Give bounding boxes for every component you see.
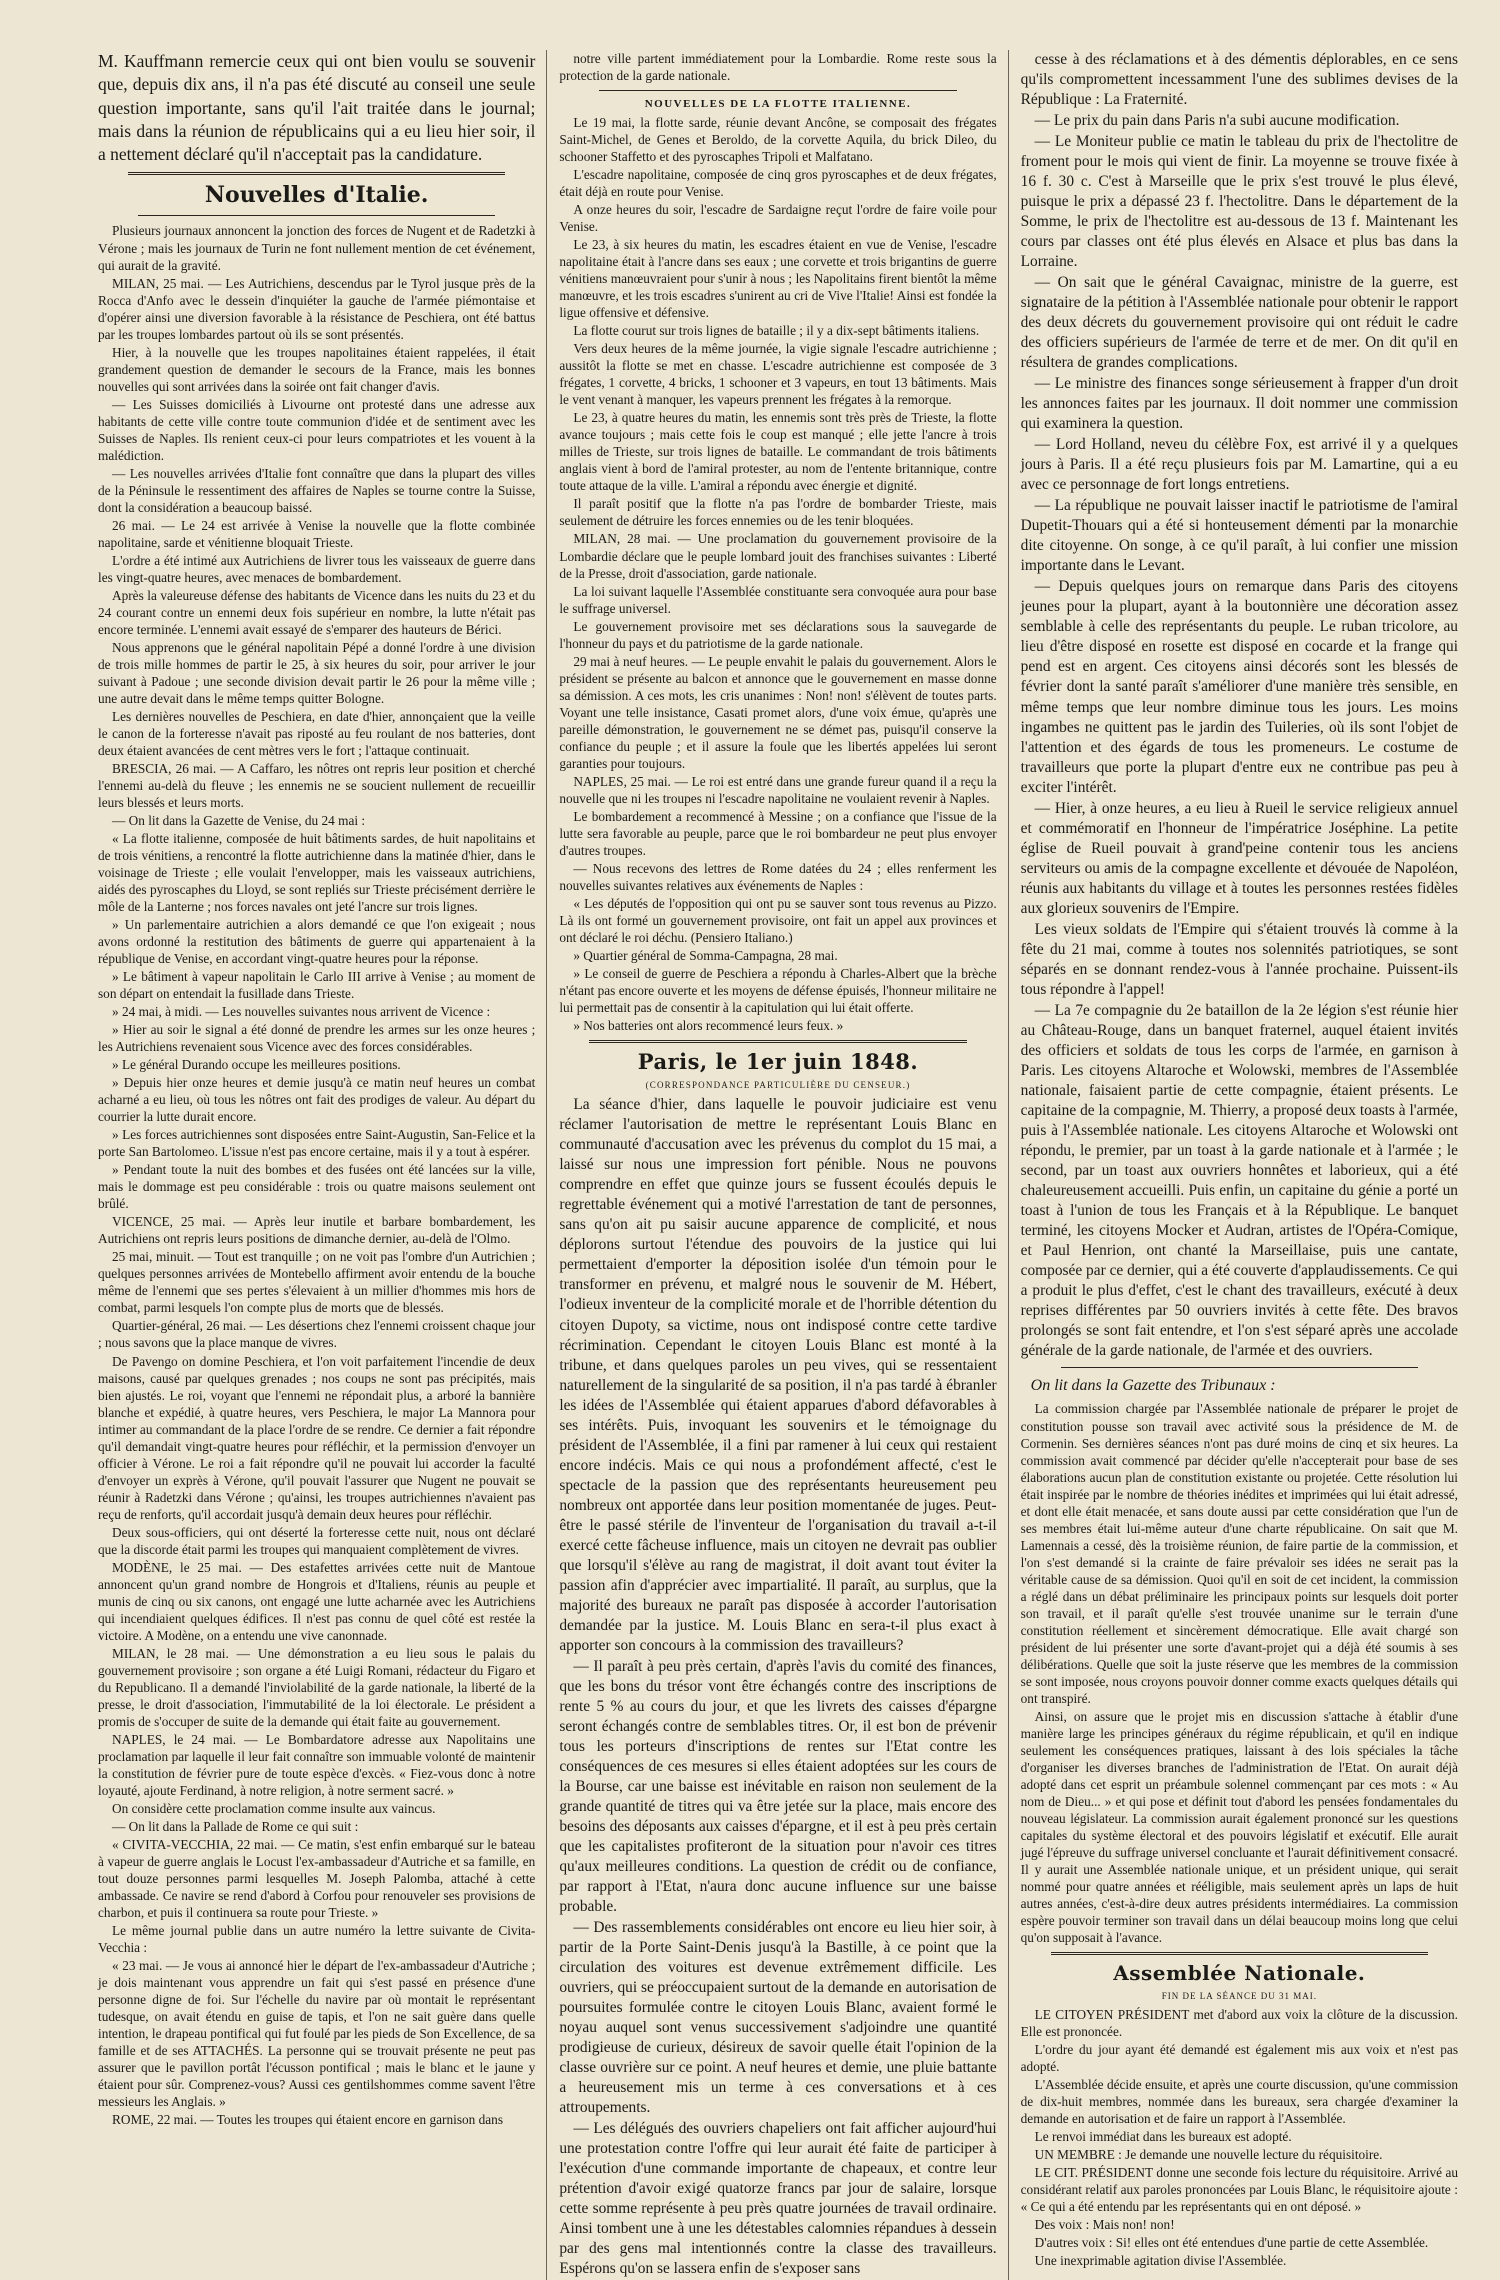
paris-subtitle: (CORRESPONDANCE PARTICULIÈRE DU CENSEUR.) [645, 1079, 911, 1090]
paragraph: La séance d'hier, dans laquelle le pouvoir judiciaire est venu réclamer l'autorisation de mettre le représentant Louis Blanc en communauté d'accusation avec les prévenus du complot du 15 mai, a laissé sur nous une impression fort pénible. Nous ne pouvons comprendre en effet que quinze jours se fussent écoulés depuis le regrettable événement qui a motivé l'arrestation de tant de personnes, sans qu'on ait pu saisir aucune apparence de complicité, et nous déplorons surtout l'étendue des pouvoirs de la justice qui lui permettaient d'emporter la déposition isolée d'un témoin pour le transformer en prévenu, et malgré nous le souvenir de M. Hébert, l'odieux inventeur de la complicité morale et de l'horrible détention du citoyen Dupoty, sa victime, nous ont indisposé contre cette tardive récrimination. Cependant le citoyen Louis Blanc est monté à la tribune, et dans quelques paroles un peu vives, qui se ressentaient naturellement de la singularité de sa position, il n'a pas tardé à ébranler les idées de l'Assemblée qui étaient apparues d'abord défavorables à ses intérêts. Puis, invoquant les souvenirs et le témoignage du président de l'Assemblée, il a fini par ramener à lui ceux qui restaient encore indécis. Mais ce qui nous a profondément affecté, c'est le spectacle de la passion que des représentants heureusement peu nombreux ont apportée dans leur position momentanée de juges. Peut-être le passé stérile de l'inventeur de l'organisation du travail a-t-il exercé cette fâcheuse influence, mais un citoyen ne devrait pas oublier que lorsqu'il s'élève au rang de magistrat, il doit avant tout éviter la passion afin d'apprécier avec impartialité. Il paraît, au surplus, que la majorité des bureaux ne paraît pas disposée à accorder l'autorisation demandée par la justice. M. Louis Blanc en sera-t-il plus exact à apporter son concours à la commission des travailleurs? [559, 1096, 997, 1654]
paragraph: Deux sous-officiers, qui ont déserté la forteresse cette nuit, nous ont déclaré que la discorde était parmi les troupes qui manquaient complètement de vivres. [98, 1524, 536, 1557]
lead-paragraph: M. Kauffmann remercie ceux qui ont bien voulu se souvenir que, depuis dix ans, il n'a pas été discuté au conseil une seule question importante, sans qu'il l'ait traitée dans le journal; mais dans la réunion de républicains qui a eu lieu hier soir, il a nettement déclaré qu'il n'acceptait pas la candidature. [98, 51, 536, 165]
divider [599, 90, 956, 91]
paragraph: Il paraît positif que la flotte n'a pas l'ordre de bombarder Trieste, mais seulement de détruire les forces ennemies ou de les tenir bloquées. [559, 496, 997, 529]
column-3 [1021, 50, 1458, 2280]
paragraph: — Les délégués des ouvriers chapeliers ont fait afficher aujourd'hui une protestation contre l'offre qui leur aurait été faite de participer à l'exécution d'une commande importante de chapeaux, et contre leur prétention d'avoir exigé quatorze francs par jour de salaire, lorsque cette somme représente à peu près quatre journées de travail ordinaire. Ainsi tombent une à une les détestables calomnies répandues à dessein par des gens mal intentionnés contre la classe des travailleurs. Espérons qu'on se lassera enfin de s'exposer sans [559, 2120, 997, 2278]
fleet-articles [559, 114, 996, 1034]
paragraph: — Des rassemblements considérables ont encore eu lieu hier soir, à partir de la Porte Saint-Denis jusqu'à la Bastille, à ce point que la circulation des voitures est devenue extrêmement difficile. Les ouvriers, qui se préoccupaient surtout de la demande en autorisation de poursuites formulée contre le citoyen Louis Blanc, avaient formé le noyau auquel sont venus successivement s'adjoindre une quantité prodigieuse de curieux, désireux de savoir quelle était l'opinion de la classe ouvrière sur ce point. A neuf heures et demie, une pluie battante a heureusement mis un terme à ces conversations et à ces attroupements. [559, 1918, 997, 2117]
paragraph: — La 7e compagnie du 2e bataillon de la 2e légion s'est réunie hier au Château-Rouge, dans un banquet fraternel, auquel étaient invités des officiers et soldats de tous les corps de l'armée, en garnison à Paris. Les citoyens Altaroche et Wolowski, membres de l'Assemblée nationale, faisaient partie de cette compagnie, étaient présents. Le capitaine de la compagnie, M. Thierry, a proposé deux toasts à l'armée, puis à l'Assemblée nationale. Les citoyens Altaroche et Wolowski ont répondu, le premier, par un toast à la garde nationale et à l'armée ; le second, par un toast aux ouvriers honnêtes et laborieux, qui a été chaleureusement accueilli. Puis enfin, un capitaine du génie a porté un toast à l'union de tous les Français et à la République. Le banquet terminé, les citoyens Mocker et Audran, artistes de l'Opéra-Comique, et Paul Henrion, ont chanté la Marseillaise, puis une cantate, composée par ce dernier, qui a été couverte d'applaudissements. Ce qui a produit le plus d'effet, c'est le chant des travailleurs, exécuté à deux reprises différentes par 50 ouvriers invités à cette fête. Des bravos prolongés se sont fait entendre, et l'on s'est séparé après une accolade générale de la garde nationale, de l'armée et des ouvriers. [1020, 1001, 1458, 1359]
paragraph: — Le prix du pain dans Paris n'a subi aucune modification. [1034, 112, 1400, 130]
assemblee-title: Assemblée Nationale. [1113, 1960, 1366, 1985]
paragraph: » Le général Durando occupe les meilleures positions. [112, 1057, 401, 1073]
fleet-title: NOUVELLES DE LA FLOTTE ITALIENNE. [644, 98, 912, 111]
paragraph: A onze heures du soir, l'escadre de Sardaigne reçut l'ordre de faire voile pour Venise. [559, 202, 997, 235]
paragraph: « Les députés de l'opposition qui ont pu se sauver sont tous revenus au Pizzo. Là ils ont formé un gouvernement provisoire, ont fait un appel aux provinces et ont déclaré le roi déchu. (Pensiero Italiano.) [559, 895, 997, 945]
paragraph: On considère cette proclamation comme insulte aux vaincus. [112, 1800, 436, 1816]
paragraph: 26 mai. — Le 24 est arrivée à Venise la nouvelle que la flotte combinée napolitaine, sarde et vénitienne bloquait Trieste. [98, 517, 536, 550]
paris-title: Paris, le 1er juin 1848. [637, 1048, 919, 1074]
paragraph: Hier, à la nouvelle que les troupes napolitaines étaient rappelées, il était grandement question de demander le secours de la France, mais les bonnes nouvelles qui sont arrivées dans la soirée ont fait changer d'avis. [98, 344, 536, 394]
divider [128, 172, 505, 175]
paragraph: « La flotte italienne, composée de huit bâtiments sardes, de huit napolitains et de trois vénitiens, a rencontré la flotte autrichienne dans la matinée d'hier, dans le voisinage de Trieste ; elle voulait l'envelopper, mais les vaisseaux autrichiens, aidés des pyroscaphes du Lloyd, se sont repliés sur Trieste précisément derrière le môle de la Lanterne ; nos forces navales ont jeté l'ancre sur trois lignes. [98, 831, 536, 915]
paragraph: » Depuis hier onze heures et demie jusqu'à ce matin neuf heures un combat acharné a eu lieu, où tous les nôtres ont fait des prodiges de valeur. Au départ du courrier la lutte durait encore. [98, 1075, 536, 1125]
paragraph: » Un parlementaire autrichien a alors demandé ce que l'on exigeait ; nous avons ordonné la restitution des bâtiments de guerre qui appartenaient à la république de Venise, en accordant vingt-quatre heures pour la réponse. [98, 917, 536, 967]
divider [589, 1040, 966, 1043]
paragraph: 29 mai à neuf heures. — Le peuple envahit le palais du gouvernement. Alors le président se présente au balcon et annonce que le gouvernement en masse donne sa démission. A ces mots, les cris unanimes : Non! non! s'élèvent de toutes parts. Voyant une telle insistance, Casati promet alors, d'une voix émue, qu'après une pareille démonstration, le gouvernement ne se démet pas, puisqu'il conserve la confiance du peuple ; et il assure la foule que les libertés appelées lui seront garanties pour toujours. [559, 653, 997, 771]
paragraph: » Hier au soir le signal a été donné de prendre les armes sur les onze heures ; les Autrichiens revenaient sous Vicence avec des forces considérables. [98, 1022, 536, 1055]
paris-continued [1021, 50, 1458, 1361]
paragraph: NAPLES, 25 mai. — Le roi est entré dans une grande fureur quand il a reçu la nouvelle que ni les troupes ni l'escadre napolitaine ne voulaient revenir à Naples. [559, 773, 997, 806]
paragraph: notre ville partent immédiatement pour la Lombardie. Rome reste sous la protection de la garde nationale. [559, 51, 997, 84]
paragraph: D'autres voix : Si! elles ont été entendues d'une partie de cette Assemblée. [1034, 2235, 1429, 2251]
paragraph: VICENCE, 25 mai. — Après leur inutile et barbare bombardement, les Autrichiens ont repris leurs positions de dimanche dernier, au-delà de l'Olmo. [98, 1214, 536, 1247]
paragraph: LE CIT. PRÉSIDENT donne une seconde fois lecture du réquisitoire. Arrivé au considérant relatif aux paroles prononcées par Louis Blanc, le réquisitoire ajoute : « Ce qui a été entendu par les représentants qui en ont déposé. » [1020, 2165, 1458, 2215]
paragraph: Le renvoi immédiat dans les bureaux est adopté. [1034, 2129, 1292, 2145]
gazette-heading: On lit dans la Gazette des Tribunaux : [1030, 1377, 1276, 1395]
paragraph: — On sait que le général Cavaignac, ministre de la guerre, est signataire de la pétition à l'Assemblée nationale pour obtenir le rapport des deux décrets du gouvernement provisoire qui ont réduit le cadre des officiers supérieurs de l'armée de terre et de mer. On dit qu'il en résultera de grandes complications. [1020, 274, 1458, 372]
paragraph: 25 mai, minuit. — Tout est tranquille ; on ne voit pas l'ombre d'un Autrichien ; quelques personnes arrivées de Montebello affirment avoir entendu de la bouche même de l'ennemi que ses pertes s'élevaient à un millier d'hommes mis hors de combat, parmi lesquels l'on compte plus de morts que de blessés. [98, 1249, 536, 1316]
paragraph: — Hier, à onze heures, a eu lieu à Rueil le service religieux annuel et commémoratif en l'honneur de l'impératrice Joséphine. La petite église de Rueil pouvait à grand'peine contenir tous les anciens serviteurs ou amis de la compagne excellente et dévouée de Napoléon, réunis aux habitants du village et à toutes les personnes restées fidèles aux glorieux souvenirs de l'Empire. [1020, 799, 1458, 917]
section-title-italie: Nouvelles d'Italie. [204, 182, 429, 209]
paragraph: — Lord Holland, neveu du célèbre Fox, est arrivé il y a quelques jours à Paris. Il a été reçu plusieurs fois par M. Lamartine, qui a eu avec ce personnage de fort longs entretiens. [1020, 436, 1458, 494]
divider [138, 215, 495, 216]
paragraph: L'ordre a été intimé aux Autrichiens de livrer tous les vaisseaux de guerre dans les vingt-quatre heures, avec menaces de bombardement. [98, 552, 536, 585]
paragraph: Vers deux heures de la même journée, la vigie signale l'escadre autrichienne ; aussitôt la flotte se met en chasse. L'escadre autrichienne est composée de 3 frégates, 1 corvette, 4 bricks, 1 schooner et 3 vapeurs, en tout 13 bâtiments. Mais le vent venant à manquer, les vapeurs prennent les frégates à la remorque. [559, 341, 997, 408]
paragraph: Le 19 mai, la flotte sarde, réunie devant Ancône, se composait des frégates Saint-Michel, de Genes et Beroldo, de la corvette Aquila, du brick Dileo, du schooner Staffetto et des pyroscaphes Tripoli et Malfatano. [559, 115, 997, 165]
paragraph: L'escadre napolitaine, composée de cinq gros pyroscaphes et de deux frégates, était déjà en route pour Venise. [559, 167, 997, 200]
paragraph: Le même journal publie dans un autre numéro la lettre suivante de Civita-Vecchia : [98, 1923, 536, 1956]
paragraph: La commission chargée par l'Assemblée nationale de préparer le projet de constitution pousse son travail avec activité sous la présidence de M. de Cormenin. Ses dernières séances n'ont pas duré moins de cinq et six heures. La commission avait commencé par décider qu'elle n'accepterait pour base de ses élaborations aucun plan de constitution existante ou projetée. Cette résolution lui était inspirée par le nombre de théories inédites et imprimées qui lui était adressé, et dont elle était menacée, et sans doute aussi par cette considération que l'un de ses membres était lui-même auteur d'une charte républicaine. On sait que M. Lamennais a cessé, dès la troisième réunion, de faire partie de la commission, et l'on s'est demandé si la crainte de faire prévaloir ses idées ne serait pas la véritable cause de sa démission. Quoi qu'il en soit de cet incident, la commission a réglé dans un débat préliminaire les principaux points sur lesquels doit porter son travail, et il paraît qu'elle s'est trouvée unanime sur le terrain d'une constitution réellement et sincèrement démocratique. Elle avait chargé son président de lui présenter une sorte d'avant-projet qui a déjà été soumis à ses délibérations. Quelle que soit la juste réserve que les membres de la commission se sont imposée, nous croyons pouvoir donner comme exacts quelques détails qui ont transpiré. [1020, 1401, 1458, 1706]
assemblee-articles [1021, 2006, 1458, 2269]
paragraph: — Nous recevons des lettres de Rome datées du 24 ; elles renferment les nouvelles suivantes relatives aux événements de Naples : [559, 860, 997, 893]
paragraph: » 24 mai, à midi. — Les nouvelles suivantes nous arrivent de Vicence : [112, 1004, 491, 1020]
paragraph: BRESCIA, 26 mai. — A Caffaro, les nôtres ont repris leur position et cherché l'ennemi au-delà du fleuve ; les ennemis ne se soucient nullement de recueillir leurs blessés et leurs morts. [98, 760, 536, 810]
paragraph: » Nos batteries ont alors recommencé leurs feux. » [573, 1017, 844, 1033]
paragraph: Le bombardement a recommencé à Messine ; on a confiance que l'issue de la lutte sera favorable au peuple, parce que le roi bombardeur ne peut plus envoyer d'autres troupes. [559, 808, 997, 858]
divider [1051, 1952, 1428, 1955]
paragraph: « CIVITA-VECCHIA, 22 mai. — Ce matin, s'est enfin embarqué sur le bateau à vapeur de guerre anglais le Locust l'ex-ambassadeur d'Autriche et sa famille, en tout douze personnes parmi lesquelles M. Joseph Palomba, attaché à cette ambassade. Ce navire se rend d'abord à Corfou pour renouveler ses provisions de charbon, et puis il continuera sa route pour Trieste. » [98, 1836, 536, 1920]
paragraph: Des voix : Mais non! non! [1034, 2217, 1175, 2233]
paragraph: » Le conseil de guerre de Peschiera a répondu à Charles-Albert que la brèche n'étant pas encore ouverte et les moyens de défense épuisés, l'honneur militaire ne lui permettait pas de consentir à la capitulation qui lui était offerte. [559, 965, 997, 1015]
paragraph: LE CITOYEN PRÉSIDENT met d'abord aux voix la clôture de la discussion. Elle est prononcée. [1020, 2007, 1458, 2040]
paragraph: — On lit dans la Gazette de Venise, du 24 mai : [112, 813, 366, 829]
paragraph: L'Assemblée décide ensuite, et après une courte discussion, qu'une commission de dix-huit membres, nommée dans les bureaux, sera chargée d'examiner la demande en autorisation et de faire un rapport à l'Assemblée. [1020, 2077, 1458, 2127]
paragraph: — On lit dans la Pallade de Rome ce qui suit : [112, 1818, 359, 1834]
paragraph: La loi suivant laquelle l'Assemblée constituante sera convoquée aura pour base le suffrage universel. [559, 583, 997, 616]
paragraph: » Quartier général de Somma-Campagna, 28 mai. [573, 947, 838, 963]
paragraph: « 23 mai. — Je vous ai annoncé hier le départ de l'ex-ambassadeur d'Autriche ; je dois maintenant vous apprendre un fait qui s'est passé en présence d'une personne digne de foi. Sur l'échelle du navire par où montait le représentant tudesque, on avait étendu en guise de tapis, et l'on ne sait guère dans quelle intention, le drapeau pontifical qui fut foulé par les pieds de Son Excellence, de sa famille et de ses ATTACHÉS. La personne qui se trouvait présente ne peut pas assurer que le pavillon portât l'écusson pontifical ; mais le blanc et le jaune y étaient pour sûr. Comprenez-vous? Aussi ces gentilshommes comme savent l'être messieurs les Anglais. » [98, 1958, 536, 2110]
paragraph: — Le ministre des finances songe sérieusement à frapper d'un droit les annonces faites par les journaux. Il doit nommer une commission qui examinera la question. [1020, 375, 1458, 433]
paragraph: Le 23, à six heures du matin, les escadres étaient en vue de Venise, l'escadre napolitaine était à l'ancre dans ses eaux ; une corvette et trois brigantins de guerre vénitiens manœuvraient pour s'unir à nous ; les Napolitains firent bientôt la même manœuvre, et les trois escadres s'unirent au cri de Vive l'Italie! Ainsi est fondée la ligue offensive et défensive. [559, 237, 997, 321]
paragraph: Après la valeureuse défense des habitants de Vicence dans les nuits du 23 et du 24 courant contre un ennemi deux fois supérieur en nombre, la lutte n'était pas encore terminée. L'ennemi avait essayé de s'emparer des hauteurs de Bérici. [98, 587, 536, 637]
paragraph: » Le bâtiment à vapeur napolitain le Carlo III arrive à Venise ; au moment de son départ on entendait la fusillade dans Trieste. [98, 969, 536, 1002]
paragraph: » Les forces autrichiennes sont disposées entre Saint-Augustin, San-Felice et la porte San Bartolomeo. L'issue n'est pas encore certaine, mais il y a tout à espérer. [98, 1127, 536, 1160]
gazette-articles [1021, 1400, 1458, 1946]
paragraph: Les dernières nouvelles de Peschiera, en date d'hier, annonçaient que la veille le canon de la forteresse n'avait pas riposté au feu roulant de nos batteries, dont deux étaient avancées de cent mètres vers le fort ; l'attaque continuait. [98, 708, 536, 758]
paragraph: Le gouvernement provisoire met ses déclarations sous la sauvegarde de l'honneur du pays et du patriotisme de la garde nationale. [559, 618, 997, 651]
paragraph: MILAN, 25 mai. — Les Autrichiens, descendus par le Tyrol jusque près de la Rocca d'Anfo avec le dessein d'inquiéter la gauche de l'armée piémontaise et d'opérer ainsi une diversion favorable à la résistance de Peschiera, ont été battus par les troupes lombardes partout où ils se sont présentés. [98, 275, 536, 342]
column-2 [559, 50, 996, 2280]
paragraph: Quartier-général, 26 mai. — Les désertions chez l'ennemi croissent chaque jour ; nous savons que la place manque de vivres. [98, 1318, 536, 1351]
paragraph: — Depuis quelques jours on remarque dans Paris des citoyens jeunes pour la plupart, ayant à la boutonnière une décoration assez semblable à celle des représentants du peuple. Le ruban tricolore, au lieu d'être disposé en rosette est disposé en cocarde et la frange qui pend est en argent. Ces citoyens ainsi décorés sont les blessés de février dont la santé paraît s'améliorer d'une manière très sensible, en même temps que leur nombre diminue tous les jours. Les moins ingambes ne quittent pas le jardin des Tuileries, où ils sont l'objet de l'attention et des égards de tous les promeneurs. Le costume de travailleurs que porte la plupart d'entre eux ne contribue pas peu à exciter l'intérêt. [1020, 578, 1458, 796]
paragraph: — La république ne pouvait laisser inactif le patriotisme de l'amiral Dupetit-Thouars qui a été si honteusement démenti par la monarchie dite citoyenne. On songe, à ce qu'il paraît, à lui confier une mission importante dans le Levant. [1020, 497, 1458, 575]
paragraph: Une inexprimable agitation divise l'Assemblée. [1034, 2253, 1287, 2269]
paris-articles [559, 1095, 996, 2279]
paragraph: Les vieux soldats de l'Empire qui s'étaient trouvés là comme à la fête du 21 mai, comme à toutes nos solennités patriotiques, se sont séparés en se donnant rendez-vous à l'année prochaine. Puissent-ils tous répondre à l'appel! [1020, 920, 1458, 998]
paragraph: MILAN, le 28 mai. — Une démonstration a eu lieu sous le palais du gouvernement provisoire ; son organe a été Luigi Romani, rédacteur du Figaro et du Republicano. Il a demandé l'inviolabilité de la garde nationale, la liberté de la presse, le droit d'association, l'immutabilité de la loi électorale. Le président a promis de s'occuper de suite de la demande qui était faite au gouvernement. [98, 1645, 536, 1729]
paragraph: MODÈNE, le 25 mai. — Des estafettes arrivées cette nuit de Mantoue annoncent qu'un grand nombre de Hongrois et d'Italiens, réunis au peuple et munis de cinq ou six canons, ont engagé une lutte acharnée avec les Autrichiens qui incendiaient quelques édifices. Il n'est pas connu de quel côté est restée la victoire. A Modène, on a entendu une vive canonnade. [98, 1559, 536, 1643]
paragraph: NAPLES, le 24 mai. — Le Bombardatore adresse aux Napolitains une proclamation par laquelle il leur fait connaître son immuable volonté de maintenir la constitution de février pure de toute espèce d'excès. « Fiez-vous donc à notre loyauté, ajoute Ferdinand, à notre religion, à notre serment sacré. » [98, 1731, 536, 1798]
paragraph: — Le Moniteur publie ce matin le tableau du prix de l'hectolitre de froment pour le mois qui vient de finir. La moyenne se trouve fixée à 16 f. 30 c. C'est à Marseille que le prix s'est trouvé le plus élevé, puisque le prix a dépassé 23 f. l'hectolitre. Dans le département de la Somme, le prix de l'hectolitre est au-dessous de 13 f. Maintenant les cours par classes ont été plus élevés en Alsace et plus bas dans la Lorraine. [1020, 133, 1458, 271]
paragraph: — Il paraît à peu près certain, d'après l'avis du comité des finances, que les bons du trésor vont être échangés contre des inscriptions de rente 5 % au cours du jour, et que les livrets des caisses d'épargne seront échangés contre de semblables titres. Or, il est bon de prévenir tous les porteurs d'inscriptions de rentes sur l'Etat contre les conséquences de ces mesures si elles étaient adoptées sur les cours de la Bourse, car une baisse est inévitable en raison non seulement de la grande quantité de titres qui va être jetée sur la place, mais encore des besoins des déposants aux caisses d'épargne, et il est à peu près certain que les capitalistes profiteront de la situation pour n'avoir ces titres qu'aux meilleures conditions. La question de crédit ou de confiance, par rapport à l'Etat, n'aura donc aucune influence sur une baisse probable. [559, 1657, 997, 1915]
paragraph: — Les Suisses domiciliés à Livourne ont protesté dans une adresse aux habitants de cette ville contre toute communion d'idée et de sentiment avec les Suisses de Naples. Ils renient ceux-ci pour leurs compatriotes et les vouent à la malédiction. [98, 396, 536, 463]
italie-articles [98, 222, 535, 2128]
paragraph: — Les nouvelles arrivées d'Italie font connaître que dans la plupart des villes de la Péninsule le ressentiment des affaires de Naples se tourne contre la Suisse, dont la considération a beaucoup baissé. [98, 465, 536, 515]
paragraph: MILAN, 28 mai. — Une proclamation du gouvernement provisoire de la Lombardie déclare que le peuple lombard jouit des franchises suivantes : Liberté de la Presse, droit d'association, garde nationale. [559, 531, 997, 581]
paragraph: L'ordre du jour ayant été demandé est également mis aux voix et n'est pas adopté. [1020, 2042, 1458, 2075]
divider [1061, 1367, 1418, 1368]
paragraph: cesse à des réclamations et à des démentis déplorables, en ce sens qu'ils compromettent incessamment l'une des sublimes devises de la République : La Fraternité. [1020, 51, 1458, 109]
paragraph: Nous apprenons que le général napolitain Pépé a donné l'ordre à une division de trois mille hommes de partir le 25, à six heures du soir, pour arriver le jour suivant à Padoue ; une seconde division devait partir le 26 pour la même ville ; une autre devait dans le même temps quitter Bologne. [98, 639, 536, 706]
paragraph: Ainsi, on assure que le projet mis en discussion s'attache à établir d'une manière large les principes généraux du régime républicain, et qu'il en indique seulement les conséquences pratiques, laissant à des lois spéciales la tâche d'organiser les diverses branches de l'administration de l'Etat. On aurait déjà adopté dans cet esprit un préambule solennel commençant par ces mots : « Au nom de Dieu... » et qui pose et définit tout d'abord les pensées fondamentales du nouveau législateur. La commission aurait également prononcé sur les questions capitales du système électoral et des pouvoirs législatif et exécutif. Elle aurait jugé l'épreuve du suffrage universel concluante et l'aurait définitivement consacré. Il y aurait une Assemblée nationale unique, et un président unique, qui serait nommé pour quatre années et rééligible, mais seulement après un laps de huit autres années, c'est-à-dire deux autres présidents intermédiaires. La commission espère pouvoir terminer son travail dans un délai beaucoup moins long que celui qu'on supposait à l'avance. [1020, 1708, 1458, 1945]
column-1 [98, 50, 535, 2280]
paragraph: » Pendant toute la nuit des bombes et des fusées ont été lancées sur la ville, mais le dommage est peu considérable : trois ou quatre maisons seulement ont brûlé. [98, 1162, 536, 1212]
paragraph: Plusieurs journaux annoncent la jonction des forces de Nugent et de Radetzki à Vérone ; mais les journaux de Turin ne font nullement mention de cet événement, qui aurait de la gravité. [98, 223, 536, 273]
paragraph: ROME, 22 mai. — Toutes les troupes qui étaient encore en garnison dans [112, 2112, 503, 2128]
paragraph: UN MEMBRE : Je demande une nouvelle lecture du réquisitoire. [1034, 2147, 1383, 2163]
assemblee-subtitle: FIN DE LA SÉANCE DU 31 MAI. [1161, 1990, 1317, 2001]
paragraph: De Pavengo on domine Peschiera, et l'on voit parfaitement l'incendie de deux maisons, causé par quelques grenades ; nos coups ne sont pas précipités, mais bien ajustés. Le roi, voyant que l'ennemi ne répondait plus, a arboré la bannière blanche et expédié, à quatre heures, vers Peschiera, le major La Mannora pour intimer au commandant de la place l'ordre de se rendre. Ce dernier a fait répondre qu'il demandait vingt-quatre heures pour réfléchir, et la permission d'envoyer un officier à Vérone. Le roi a fait répondre qu'il ne pouvait lui accorder la faculté d'envoyer un exprès à Vérone, qu'il pouvait l'assurer que Nugent ne pouvait se réunir à Radetzki dans Vérone ; qu'ainsi, les troupes autrichiennes n'avaient pas reçu de renforts, qu'il accordait jusqu'à demain deux heures pour réfléchir. [98, 1353, 536, 1522]
paragraph: La flotte courut sur trois lignes de bataille ; il y a dix-sept bâtiments italiens. [573, 323, 980, 339]
paragraph: Le 23, à quatre heures du matin, les ennemis sont très près de Trieste, la flotte avance toujours ; mais cette fois le coup est manqué ; elle jette l'ancre à trois milles de Trieste, sur trois lignes de bataille. Le commandant de trois bâtiments anglais vient à bord de l'amiral protester, au nom de l'entente britannique, contre toute attaque de la ville. L'amiral a répondu avec énergie et dignité. [559, 410, 997, 494]
